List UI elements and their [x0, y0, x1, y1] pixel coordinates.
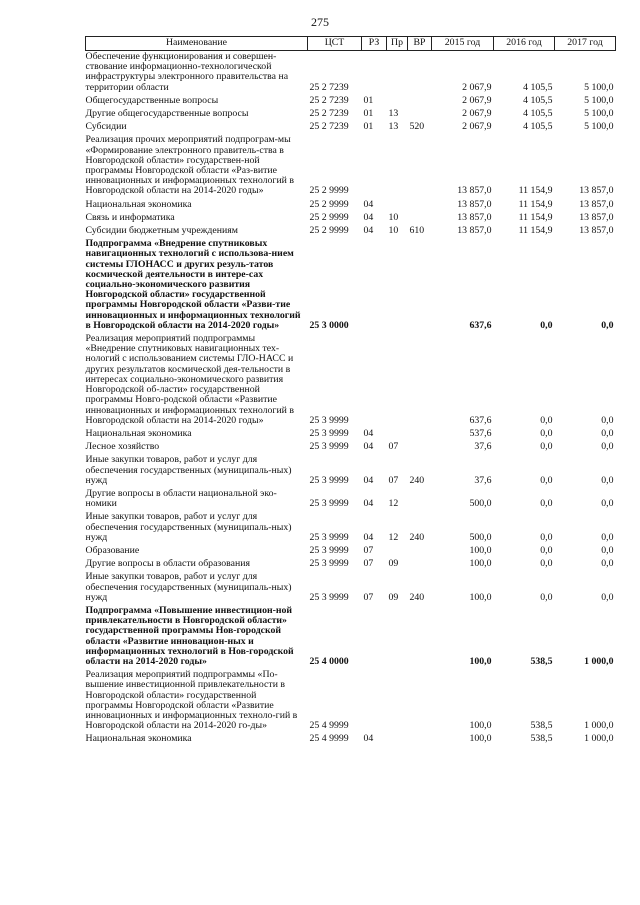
row-2017: 0,0: [601, 427, 614, 439]
row-2015: 100,0: [469, 733, 492, 745]
row-pr: [387, 51, 408, 95]
row-pr: [387, 605, 408, 669]
row-name: Иные закупки товаров, работ и услуг для обеспечения государственных (муниципаль-ных) нужд: [85, 454, 292, 486]
row-cst: 25 4 9999: [309, 720, 349, 732]
row-rz: 04: [363, 441, 374, 453]
row-name: Подпрограмма «Повышение инвестицион-ной привлекательности в Новгородской области» государственной программы Нов-городской области «Развитие инновацион-ных и информационных технологий в Нов-городской области на 2014-2020 годы»: [85, 604, 294, 667]
row-cst: 25 2 7239: [309, 121, 349, 133]
row-2017: 0,0: [601, 441, 614, 453]
row-name: Иные закупки товаров, работ и услуг для обеспечения государственных (муниципаль-ных) нужд: [85, 511, 292, 543]
table-row: [86, 488, 616, 511]
row-cst: 25 3 9999: [309, 427, 349, 439]
row-2017: 5 100,0: [584, 81, 614, 93]
row-name: Реализация мероприятий подпрограммы «Внедрение спутниковых навигационных тех-нологий с использованием системы ГЛО-НАСС и других результатов космической дея-тельности в интересах социально-экономического развития Новгородской об-ласти» государственной программы Новго-родской области «Развитие инновационных и информационных технологий в Новгородской области на 2014-2020 годы»: [85, 333, 295, 426]
row-2015: 2 067,9: [462, 121, 492, 133]
row-rz: 01: [363, 108, 374, 120]
row-pr: 13: [388, 108, 399, 120]
row-2015: 637,6: [469, 319, 492, 331]
row-cst: 25 3 9999: [309, 414, 349, 426]
row-vr: [408, 545, 432, 558]
table-row: [86, 95, 616, 108]
row-cst: 25 2 9999: [309, 198, 349, 210]
row-2017: 0,0: [601, 498, 614, 510]
row-rz: [362, 669, 387, 733]
table-row: [86, 454, 616, 488]
row-2015: 37,6: [474, 474, 492, 486]
row-pr: 10: [388, 225, 399, 237]
row-2017: 1 000,0: [584, 733, 614, 745]
row-pr: 12: [388, 498, 399, 510]
row-vr: [408, 488, 432, 511]
row-2016: 11 154,9: [518, 211, 553, 223]
row-name: Реализация прочих мероприятий подпрограм-мы «Формирование электронного правитель-ства в Новгородской области» государствен-ной программы Новгородской области «Раз-витие инновационных и информационных технологий в Новгородской области на 2014-2020 годы»: [85, 134, 295, 197]
row-2016: 11 154,9: [518, 198, 553, 210]
row-2016: 538,5: [530, 720, 553, 732]
row-cst: 25 3 0000: [309, 319, 349, 331]
row-2015: 13 857,0: [457, 198, 492, 210]
row-cst: 25 2 7239: [309, 108, 349, 120]
row-2016: 0,0: [540, 427, 553, 439]
row-2015: 13 857,0: [457, 225, 492, 237]
row-2017: 13 857,0: [579, 225, 614, 237]
table-row: [86, 511, 616, 545]
row-2017: 0,0: [601, 544, 614, 556]
row-2017: 5 100,0: [584, 121, 614, 133]
row-pr: [387, 238, 408, 333]
row-pr: 12: [388, 531, 399, 543]
table-row: [86, 428, 616, 441]
row-rz: 07: [363, 544, 374, 556]
row-name: Реализация мероприятий подпрограммы «По-вышение инвестиционной привлекательности в Новгородской области» государственной программы Новгородской области «Развитие инновационных и информационных техноло-гий в Новгородской области на 2014-2020 го-ды»: [85, 669, 298, 732]
header-rz: РЗ: [362, 37, 387, 51]
row-name: Субсидии: [85, 121, 127, 133]
row-2016: 0,0: [540, 544, 553, 556]
row-2016: 4 105,5: [523, 108, 553, 120]
row-2015: 2 067,9: [462, 94, 492, 106]
table-row: [86, 199, 616, 212]
header-name: Наименование: [86, 37, 308, 51]
header-2015: 2015 год: [432, 37, 494, 51]
table-row: [86, 333, 616, 428]
row-cst: 25 3 9999: [309, 474, 349, 486]
table-row: [86, 441, 616, 454]
row-name: Иные закупки товаров, работ и услуг для обеспечения государственных (муниципаль-ных) нужд: [85, 571, 292, 603]
row-2015: 637,6: [469, 414, 492, 426]
row-vr: [408, 558, 432, 571]
row-rz: 04: [363, 211, 374, 223]
row-rz: 04: [363, 531, 374, 543]
row-2015: 13 857,0: [457, 185, 492, 197]
row-2017: 1 000,0: [584, 655, 614, 667]
row-2016: 0,0: [540, 498, 553, 510]
row-2016: 0,0: [540, 414, 553, 426]
row-vr: [408, 428, 432, 441]
row-cst: 25 2 7239: [309, 94, 349, 106]
row-2017: 1 000,0: [584, 720, 614, 732]
table-row: [86, 51, 616, 95]
row-vr: [408, 733, 432, 746]
row-rz: [362, 51, 387, 95]
row-pr: 09: [388, 558, 399, 570]
row-pr: 09: [388, 591, 399, 603]
table-row: [86, 225, 616, 238]
row-2016: 0,0: [540, 591, 553, 603]
row-cst: 25 3 9999: [309, 591, 349, 603]
row-vr: 240: [409, 591, 425, 603]
row-2016: 538,5: [530, 655, 553, 667]
row-rz: [362, 605, 387, 669]
table-header-row: [86, 37, 616, 51]
row-2015: 537,6: [469, 427, 492, 439]
row-pr: [387, 95, 408, 108]
row-name: Образование: [85, 544, 140, 556]
row-name: Субсидии бюджетным учреждениям: [85, 225, 238, 237]
table-row: [86, 558, 616, 571]
table-row: [86, 238, 616, 333]
row-vr: [408, 605, 432, 669]
row-name: Другие общегосударственные вопросы: [85, 108, 249, 120]
row-2017: 0,0: [601, 319, 614, 331]
row-2017: 5 100,0: [584, 94, 614, 106]
table-row: [86, 571, 616, 605]
row-pr: [387, 545, 408, 558]
row-cst: 25 3 9999: [309, 441, 349, 453]
row-rz: 01: [363, 121, 374, 133]
row-cst: 25 4 9999: [309, 733, 349, 745]
row-rz: [362, 134, 387, 198]
row-2015: 2 067,9: [462, 81, 492, 93]
row-2015: 2 067,9: [462, 108, 492, 120]
row-vr: [408, 238, 432, 333]
row-vr: [408, 51, 432, 95]
row-vr: [408, 199, 432, 212]
row-cst: 25 4 0000: [309, 655, 349, 667]
row-name: Обеспечение функционирования и совершен-ствование информационно-технологической инфраструктуры электронного правительства на территории области: [85, 51, 289, 93]
row-pr: [387, 428, 408, 441]
row-2017: 5 100,0: [584, 108, 614, 120]
row-2017: 13 857,0: [579, 198, 614, 210]
row-name: Другие вопросы в области образования: [85, 558, 250, 570]
row-cst: 25 3 9999: [309, 531, 349, 543]
row-2015: 500,0: [469, 498, 492, 510]
row-cst: 25 2 9999: [309, 225, 349, 237]
header-2016: 2016 год: [494, 37, 555, 51]
table-row: [86, 545, 616, 558]
row-2017: 0,0: [601, 414, 614, 426]
row-vr: 240: [409, 531, 425, 543]
row-name: Подпрограмма «Внедрение спутниковых навигационных технологий с использова-нием системы ГЛОНАСС и других резуль-татов космической деятельности в интере-сах социально-экономического развития Новгородской области» государственной программы Новгородской области «Разви-тие инновационных и информационных технологий в Новгородской области на 2014-2020 годы»: [85, 238, 301, 331]
row-vr: [408, 212, 432, 225]
row-cst: 25 3 9999: [309, 498, 349, 510]
row-2017: 13 857,0: [579, 185, 614, 197]
row-pr: [387, 669, 408, 733]
row-cst: 25 2 9999: [309, 211, 349, 223]
row-2015: 100,0: [469, 655, 492, 667]
row-cst: 25 2 7239: [309, 81, 349, 93]
table-row: [86, 669, 616, 733]
row-2015: 500,0: [469, 531, 492, 543]
row-2016: 538,5: [530, 733, 553, 745]
row-pr: 10: [388, 211, 399, 223]
row-rz: 04: [363, 427, 374, 439]
header-pr: Пр: [387, 37, 408, 51]
row-rz: 04: [363, 198, 374, 210]
row-2015: 100,0: [469, 558, 492, 570]
row-cst: 25 3 9999: [309, 558, 349, 570]
row-rz: [362, 238, 387, 333]
row-2017: 0,0: [601, 591, 614, 603]
table-row: [86, 121, 616, 134]
row-vr: [408, 441, 432, 454]
row-name: Национальная экономика: [85, 733, 192, 745]
row-name: Другие вопросы в области национальной эко-номики: [85, 487, 277, 510]
table-body: [86, 51, 616, 747]
table-row: [86, 108, 616, 121]
row-vr: [408, 95, 432, 108]
row-2015: 37,6: [474, 441, 492, 453]
header-vr: ВР: [408, 37, 432, 51]
row-rz: 01: [363, 94, 374, 106]
row-2016: 11 154,9: [518, 185, 553, 197]
row-vr: [408, 108, 432, 121]
row-rz: 07: [363, 591, 374, 603]
row-rz: 04: [363, 474, 374, 486]
row-pr: [387, 199, 408, 212]
row-2015: 100,0: [469, 591, 492, 603]
row-cst: 25 2 9999: [309, 185, 349, 197]
table-row: [86, 733, 616, 746]
row-2016: 4 105,5: [523, 121, 553, 133]
row-2016: 0,0: [540, 531, 553, 543]
row-vr: [408, 669, 432, 733]
row-rz: 04: [363, 225, 374, 237]
row-vr: 240: [409, 474, 425, 486]
row-2017: 0,0: [601, 531, 614, 543]
table-row: [86, 134, 616, 198]
row-pr: [387, 134, 408, 198]
row-rz: 04: [363, 498, 374, 510]
row-pr: 13: [388, 121, 399, 133]
row-2016: 4 105,5: [523, 81, 553, 93]
row-2015: 13 857,0: [457, 211, 492, 223]
row-pr: [387, 733, 408, 746]
row-pr: 07: [388, 474, 399, 486]
row-pr: 07: [388, 441, 399, 453]
row-name: Национальная экономика: [85, 427, 192, 439]
page-number: 275: [311, 15, 329, 29]
row-2016: 4 105,5: [523, 94, 553, 106]
row-name: Связь и информатика: [85, 211, 175, 223]
row-2017: 0,0: [601, 558, 614, 570]
row-2016: 0,0: [540, 474, 553, 486]
row-rz: 04: [363, 733, 374, 745]
row-2016: 0,0: [540, 558, 553, 570]
row-vr: 610: [409, 225, 425, 237]
row-name: Национальная экономика: [85, 198, 192, 210]
row-2015: 100,0: [469, 720, 492, 732]
row-vr: [408, 134, 432, 198]
budget-table: [85, 36, 616, 747]
row-name: Общегосударственные вопросы: [85, 94, 219, 106]
row-vr: [408, 333, 432, 428]
row-2016: 11 154,9: [518, 225, 553, 237]
row-2017: 0,0: [601, 474, 614, 486]
row-2017: 13 857,0: [579, 211, 614, 223]
row-name: Лесное хозяйство: [85, 441, 160, 453]
row-2016: 0,0: [540, 319, 553, 331]
row-2015: 100,0: [469, 544, 492, 556]
row-cst: 25 3 9999: [309, 544, 349, 556]
row-2016: 0,0: [540, 441, 553, 453]
row-vr: 520: [409, 121, 425, 133]
row-rz: 07: [363, 558, 374, 570]
header-cst: ЦСТ: [308, 37, 362, 51]
header-2017: 2017 год: [555, 37, 616, 51]
row-rz: [362, 333, 387, 428]
table-row: [86, 605, 616, 669]
row-pr: [387, 333, 408, 428]
table-row: [86, 212, 616, 225]
